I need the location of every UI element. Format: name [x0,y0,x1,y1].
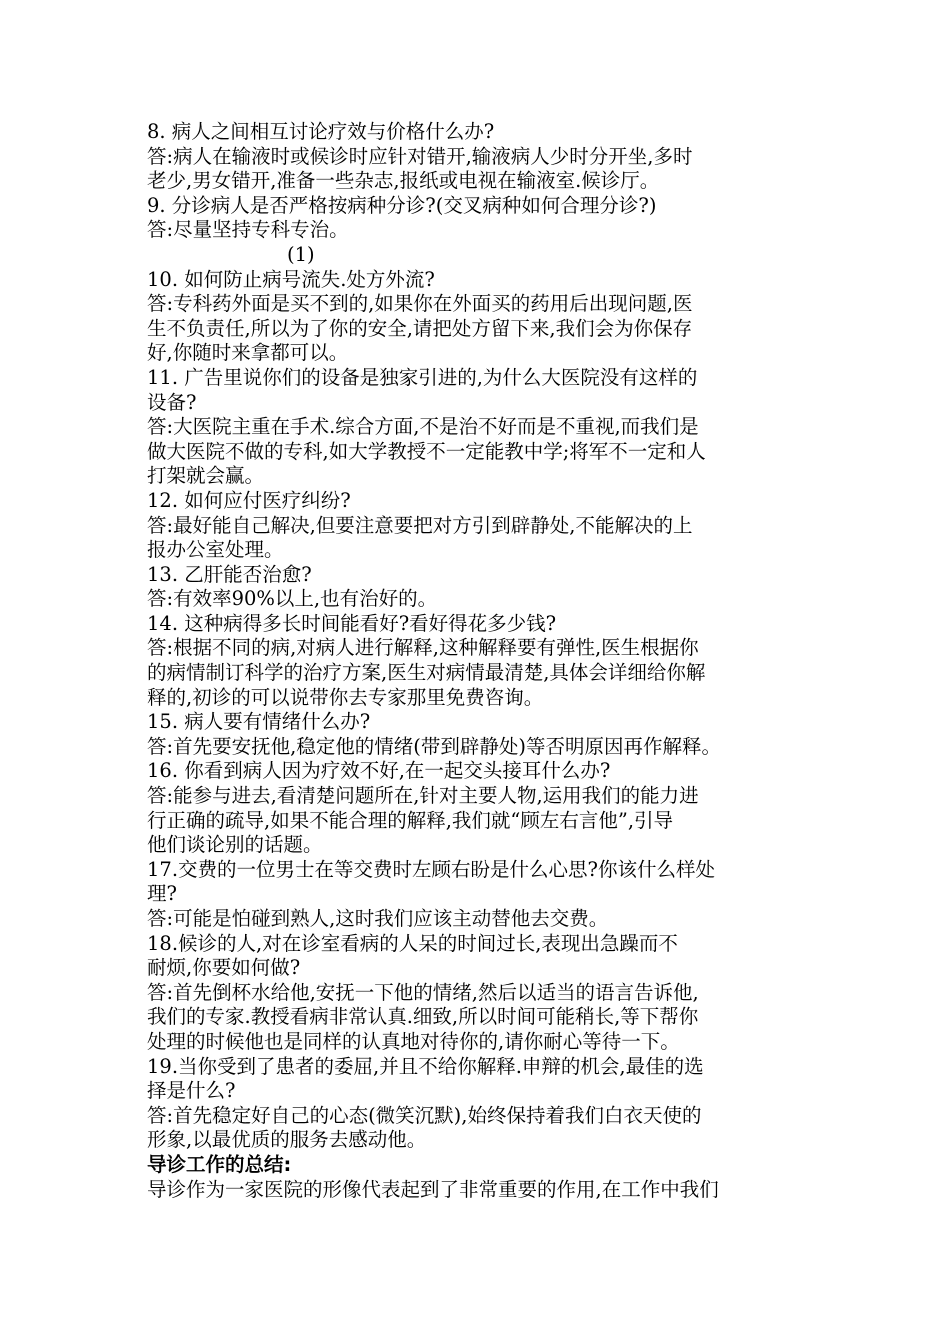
question-9: 9. 分诊病人是否严格按病种分诊?(交叉病种如何合理分诊?) [147,193,657,217]
answer-16-line-2: 行正确的疏导,如果不能合理的解释,我们就“顾左右言他”,引导 [147,808,674,832]
answer-8-line-1: 答:病人在输液时或候诊时应针对错开,输液病人少时分开坐,多时 [147,144,693,168]
question-8: 8. 病人之间相互讨论疗效与价格什么办? [147,120,495,143]
summary-heading: 导诊工作的总结: [147,1152,292,1176]
answer-19-line-1: 答:首先稳定好自己的心态(微笑沉默),始终保持着我们白衣天使的 [147,1103,702,1127]
document-page [147,120,807,1202]
question-11-line-1: 11. 广告里说你们的设备是独家引进的,为什么大医院没有这样的 [147,365,698,389]
answer-19-line-2: 形象,以最优质的服务去感动他。 [147,1128,427,1152]
answer-16-line-1: 答:能参与进去,看清楚问题所在,针对主要人物,运用我们的能力进 [147,784,699,808]
question-19-line-2: 择是什么? [147,1079,236,1103]
answer-16-line-3: 他们谈论别的话题。 [147,833,323,857]
answer-18-line-1: 答:首先倒杯水给他,安抚一下他的情绪,然后以适当的语言告诉他, [147,980,699,1004]
question-14: 14. 这种病得多长时间能看好?看好得花多少钱? [147,611,557,635]
question-16: 16. 你看到病人因为疗效不好,在一起交头接耳什么办? [147,759,611,783]
summary-paragraph-line-1: 导诊作为一家医院的形像代表起到了非常重要的作用,在工作中我们 [147,1177,719,1201]
question-19-line-1: 19.当你受到了患者的委屈,并且不给你解释.申辩的机会,最佳的选 [147,1054,704,1078]
answer-13: 答:有效率90%以上,也有治好的。 [147,587,438,611]
answer-8-line-2: 老少,男女错开,准备一些杂志,报纸或电视在输液室.候诊厅。 [147,169,660,193]
answer-14-line-3: 释的,初诊的可以说带你去专家那里免费咨询。 [147,685,544,709]
answer-11-line-2: 做大医院不做的专科,如大学教授不一定能教中学;将军不一定和人 [147,439,706,463]
answer-12-line-1: 答:最好能自己解决,但要注意要把对方引到辟静处,不能解决的上 [147,513,693,537]
answer-10-line-2: 生不负责任,所以为了你的安全,请把处方留下来,我们会为你保存 [147,316,693,340]
question-17-line-2: 理? [147,882,177,906]
page-number: (1) [287,242,315,266]
question-15: 15. 病人要有情绪什么办? [147,710,371,734]
answer-17: 答:可能是怕碰到熟人,这时我们应该主动替他去交费。 [147,907,609,930]
question-12: 12. 如何应付医疗纠纷? [147,488,351,512]
question-11-line-2: 设备? [147,390,197,414]
answer-9: 答:尽量坚持专科专治。 [147,218,349,242]
answer-18-line-2: 我们的专家.教授看病非常认真.细致,所以时间可能稍长,等下帮你 [147,1005,699,1029]
answer-11-line-1: 答:大医院主重在手术.综合方面,不是治不好而是不重视,而我们是 [147,415,699,439]
answer-10-line-1: 答:专科药外面是买不到的,如果你在外面买的药用后出现问题,医 [147,292,693,316]
question-18-line-2: 耐烦,你要如何做? [147,956,301,980]
answer-14-line-2: 的病情制订科学的治疗方案,医生对病情最清楚,具体会详细给你解 [147,661,706,685]
answer-18-line-3: 处理的时候他也是同样的认真地对待你的,请你耐心等待一下。 [147,1029,680,1053]
question-17-line-1: 17.交费的一位男士在等交费时左顾右盼是什么心思?你该什么样处 [147,857,715,881]
question-18-line-1: 18.候诊的人,对在诊室看病的人呆的时间过长,表现出急躁而不 [147,931,678,955]
question-13: 13. 乙肝能否治愈? [147,562,312,586]
question-10: 10. 如何防止病号流失.处方外流? [147,267,435,291]
answer-12-line-2: 报办公室处理。 [147,538,284,562]
answer-10-line-3: 好,你随时来拿都可以。 [147,341,349,365]
answer-11-line-3: 打架就会赢。 [147,464,265,488]
answer-14-line-1: 答:根据不同的病,对病人进行解释,这种解释要有弹性,医生根据你 [147,636,699,660]
answer-15: 答:首先要安抚他,稳定他的情绪(带到辟静处)等否明原因再作解释。 [147,734,721,758]
